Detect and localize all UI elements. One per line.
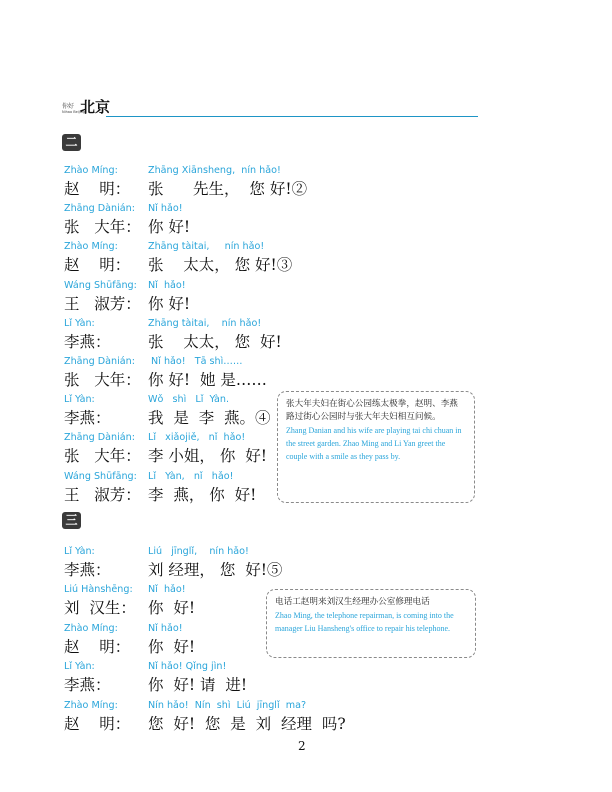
line-chinese: 张 太太， 您 好!	[148, 332, 282, 351]
header-brand-sub: Nihao Beijing	[62, 110, 86, 114]
speaker-pinyin: Wáng Shūfāng:	[64, 279, 137, 291]
speaker-name: 张 大年：	[64, 447, 141, 466]
line-chinese: 张 先生， 您 好!②	[148, 180, 308, 198]
line-chinese: 刘 经理， 您 好!⑤	[148, 561, 283, 579]
line-pinyin: Nín hǎo! Nín shì Liú jīnglǐ ma?	[148, 699, 307, 711]
speaker-name: 赵 明：	[64, 637, 131, 656]
line-pinyin: Nǐ hǎo!	[148, 279, 186, 291]
line-chinese: 李 燕， 你 好!	[148, 485, 257, 504]
speaker-name: 王 淑芳：	[64, 485, 141, 504]
line-pinyin: Zhāng Xiānsheng, nín hǎo!	[148, 165, 281, 176]
speaker-name: 赵 明：	[64, 714, 131, 733]
speaker-name: 李燕：	[64, 409, 111, 428]
line-pinyin: Nǐ hǎo!	[148, 584, 186, 596]
line-chinese: 我 是 李 燕。④	[148, 409, 271, 428]
line-chinese: 你 好!	[148, 294, 191, 313]
line-pinyin: Zhāng tàitai, nín hǎo!	[148, 317, 262, 329]
speaker-pinyin: Lǐ Yàn:	[64, 394, 95, 406]
section-marker-3: 三	[62, 512, 81, 529]
line-chinese: 张 太太， 您 好!③	[148, 256, 293, 275]
speaker-name: 赵 明：	[64, 180, 131, 198]
speaker-pinyin: Zhāng Dànián:	[64, 432, 135, 444]
line-pinyin: Nǐ hǎo! Qǐng jìn!	[148, 661, 227, 673]
line-pinyin: Liú jīnglǐ, nín hǎo!	[148, 546, 249, 557]
speaker-name: 李燕：	[64, 676, 111, 695]
line-pinyin: Lǐ xiǎojiě, nǐ hǎo!	[148, 432, 246, 444]
speaker-pinyin: Liú Hànshēng:	[64, 584, 133, 596]
line-chinese: 你 好!	[148, 599, 196, 618]
line-chinese: 你 好! 她 是……	[148, 371, 267, 389]
page-header	[62, 96, 478, 120]
speaker-pinyin: Lǐ Yàn:	[64, 546, 95, 557]
line-chinese: 你 好!	[148, 218, 191, 237]
scene-note-2-chinese: 电话工赵明来刘汉生经理办公室修理电话	[275, 597, 430, 607]
header-brand-big: 北京	[80, 98, 111, 116]
line-pinyin: Nǐ hǎo!	[148, 203, 183, 215]
scene-note-1-chinese: 张大年夫妇在街心公园练太极拳，赵明、李燕路过街心公园时与张大年夫妇相互问候。	[286, 399, 458, 422]
speaker-pinyin: Zhāng Dànián:	[64, 203, 135, 215]
header-rule	[106, 116, 478, 117]
speaker-name: 张 大年：	[64, 371, 141, 389]
speaker-name: 张 大年：	[64, 218, 141, 237]
page-number: 2	[298, 739, 306, 753]
line-chinese: 李 小姐， 你 好!	[148, 447, 267, 466]
speaker-name: 李燕：	[64, 561, 111, 579]
scene-note-1	[277, 391, 475, 503]
speaker-pinyin: Zhào Míng:	[64, 622, 118, 634]
scene-note-1-english: Zhang Danian and his wife are playing tai chi chuan in the street garden. Zhao Ming and Li Yan greet the couple with a smile as they pass by.	[286, 426, 462, 461]
speaker-pinyin: Lǐ Yàn:	[64, 661, 95, 673]
speaker-name: 刘 汉生：	[64, 599, 136, 618]
line-pinyin: Nǐ hǎo!	[148, 622, 183, 634]
speaker-pinyin: Zhào Míng:	[64, 699, 118, 711]
header-brand-small: 你好	[62, 103, 75, 110]
speaker-name: 李燕：	[64, 332, 111, 351]
line-chinese: 您 好! 您 是 刘 经理 吗?	[148, 714, 346, 733]
line-pinyin: Nǐ hǎo! Tā shì……	[148, 356, 243, 367]
speaker-name: 王 淑芳：	[64, 294, 141, 313]
scene-note-2	[266, 589, 476, 658]
speaker-pinyin: Lǐ Yàn:	[64, 317, 95, 329]
line-pinyin: Zhāng tàitai, nín hǎo!	[148, 241, 265, 253]
scene-note-2-english: Zhao Ming, the telephone repairman, is coming into the manager Liu Hansheng's office to repair his telephone.	[275, 611, 454, 633]
line-pinyin: Wǒ shì Lǐ Yàn.	[148, 394, 230, 406]
section-marker-2: 二	[62, 134, 81, 151]
line-chinese: 你 好! 请 进!	[148, 676, 248, 695]
speaker-name: 赵 明：	[64, 256, 131, 275]
line-pinyin: Lǐ Yàn, nǐ hǎo!	[148, 470, 234, 482]
speaker-pinyin: Zhào Míng:	[64, 241, 118, 253]
speaker-pinyin: Zhào Míng:	[64, 165, 118, 176]
speaker-pinyin: Wáng Shūfāng:	[64, 470, 137, 482]
speaker-pinyin: Zhāng Dànián:	[64, 356, 135, 367]
line-chinese: 你 好!	[148, 637, 196, 656]
